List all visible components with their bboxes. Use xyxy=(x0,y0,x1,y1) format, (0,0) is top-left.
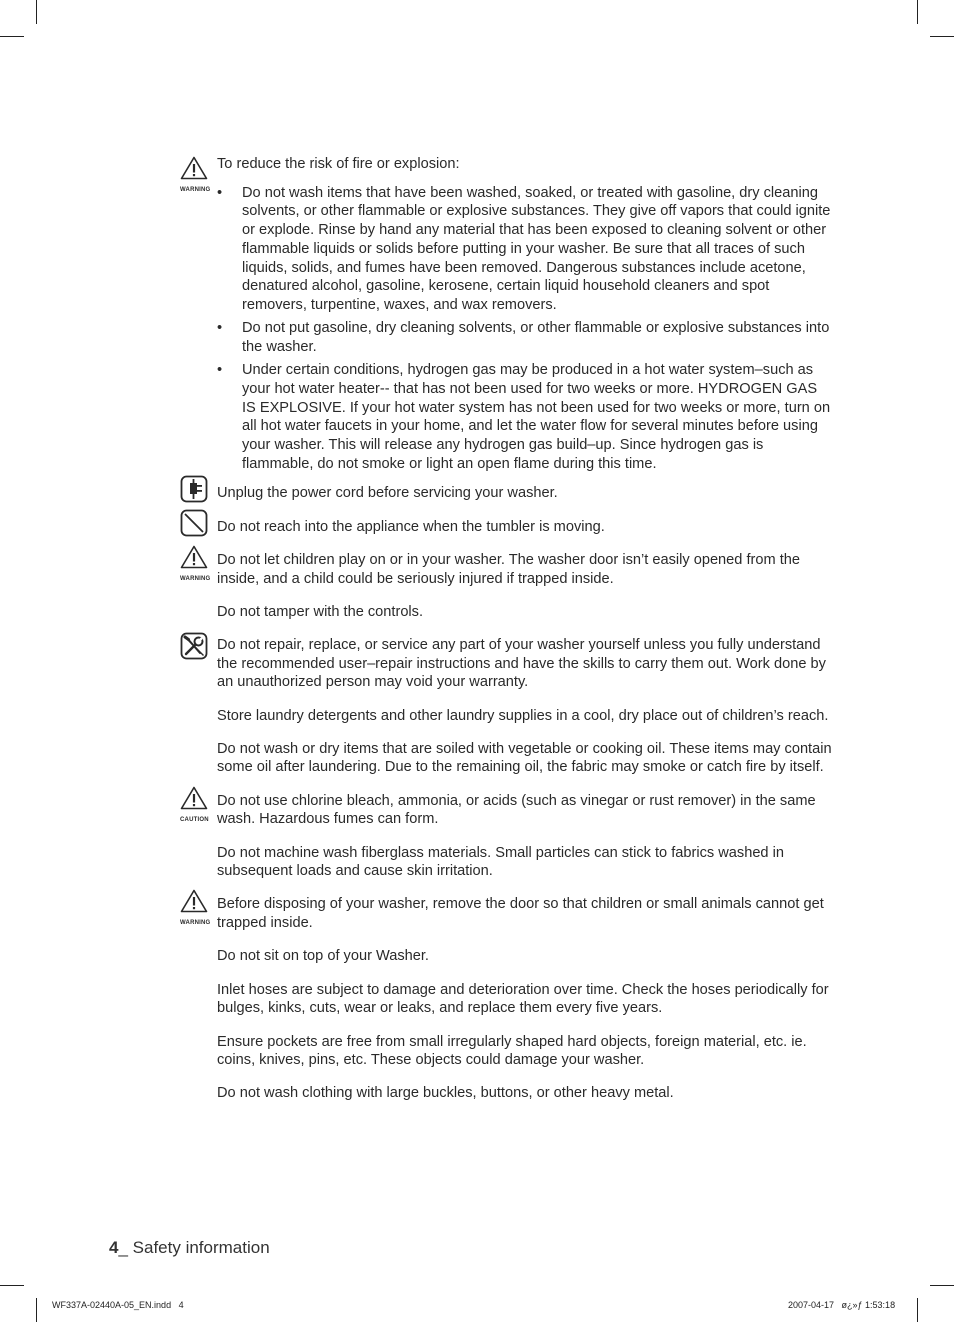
bullet-dot: • xyxy=(217,320,223,337)
caution-badge xyxy=(180,786,208,830)
fiberglass-text: Do not machine wash fiberglass materials. Small particles can stick to fabrics washed in subsequent loads and cause skin irritation. xyxy=(217,844,784,880)
do-not-touch-badge xyxy=(180,509,208,537)
chlorine-block xyxy=(180,792,832,881)
crop-mark xyxy=(36,0,37,24)
unplug-badge xyxy=(180,475,208,503)
warning-label: WARNING xyxy=(180,187,211,193)
page-footer xyxy=(109,1238,270,1258)
print-slug-date: 2007-04-17 ø¿»ƒ 1:53:18 xyxy=(788,1300,896,1310)
footer-separator: _ xyxy=(118,1238,133,1257)
bullet-dot: • xyxy=(217,184,223,201)
hoses-text: Inlet hoses are subject to damage and deterioration over time. Check the hoses periodically for bulges, kinks, cuts, wear or leaks, and replace them every five years. xyxy=(217,981,829,1017)
list-item xyxy=(217,184,832,315)
crop-mark xyxy=(930,1285,954,1286)
section-title: Safety information xyxy=(132,1238,270,1257)
crop-mark xyxy=(917,0,918,24)
safety-content xyxy=(180,155,832,1103)
page-number: 4 xyxy=(109,1238,119,1257)
sit-text: Do not sit on top of your Washer. xyxy=(217,948,429,965)
tumbler-text: Do not reach into the appliance when the tumbler is moving. xyxy=(217,519,605,536)
buckles-text: Do not wash clothing with large buckles, buttons, or other heavy metal. xyxy=(217,1085,674,1102)
chlorine-text: Do not use chlorine bleach, ammonia, or acids (such as vinegar or rust remover) in the same wash. Hazardous fumes can form. xyxy=(217,792,816,828)
no-disassembly-badge xyxy=(180,632,208,660)
warning-badge xyxy=(180,545,211,589)
bullet-text: Under certain conditions, hydrogen gas may be produced in a hot water system–such as your hot water heater-- that has not been used for two weeks or more. HYDROGEN GAS IS EXPLOSIVE. If your hot water system has not been used for two weeks or more, turn on all hot water faucets in your home, and let the water flow for several minutes before using your washer. This will release any hydrogen gas build–up. Since hydrogen gas is flammable, do not smoke or light an open flame during this time. xyxy=(242,362,831,472)
crop-mark xyxy=(0,36,24,37)
print-slug-file: WF337A-02440A-05_EN.indd 4 xyxy=(52,1300,184,1310)
children-text: Do not let children play on or in your washer. The washer door isn’t easily opened from the inside, and a child could be seriously injured if trapped inside. xyxy=(217,551,800,587)
repair-text: Do not repair, replace, or service any part of your washer yourself unless you fully understand the recommended user–repair instructions and have the skills to carry them out. Work done by an unauthorized person may void your warranty. xyxy=(217,636,826,691)
warning-badge xyxy=(180,156,211,200)
dispose-text: Before disposing of your washer, remove the door so that children or small animals cannot get trapped inside. xyxy=(217,896,824,932)
store-text: Store laundry detergents and other laundry supplies in a cool, dry place out of children’s reach. xyxy=(217,707,829,724)
oil-text: Do not wash or dry items that are soiled with vegetable or cooking oil. These items may contain some oil after laundering. Due to the remaining oil, the fabric may smoke or catch fire by itself. xyxy=(217,740,832,776)
crop-mark xyxy=(0,1285,24,1286)
unplug-block xyxy=(217,484,832,503)
fire-bullet-list xyxy=(217,184,832,474)
warning-triangle-icon xyxy=(180,156,208,180)
caution-triangle-icon xyxy=(180,786,208,810)
disposal-block xyxy=(180,895,832,1103)
warning-label: WARNING xyxy=(180,920,211,927)
warning-badge xyxy=(180,889,211,933)
tamper-text: Do not tamper with the controls. xyxy=(217,603,424,620)
bullet-text: Do not wash items that have been washed, soaked, or treated with gasoline, dry cleaning solvents, or other flammable or explosive substances. They give off vapors that could ignite or explode. Rinse by hand any material that has been exposed to cleaning solvent or other flammable liquids or solids before putting in your washer. Be sure that all traces of such liquids, solids, and fumes have been removed. Dangerous substances include acetone, denatured alcohol, gasoline, kerosene, certain liquid household cleaners and spot removers, turpentine, waxes, and wax removers. xyxy=(242,184,831,313)
caution-label: CAUTION xyxy=(180,816,209,823)
fire-intro: To reduce the risk of fire or explosion: xyxy=(217,156,460,172)
list-item xyxy=(217,319,832,356)
list-item xyxy=(217,361,832,473)
crop-mark xyxy=(36,1298,37,1322)
no-disassembly-tools-icon xyxy=(180,632,208,660)
unplug-text: Unplug the power cord before servicing your washer. xyxy=(217,485,558,502)
pockets-text: Ensure pockets are free from small irregularly shaped hard objects, foreign material, etc. ie. coins, knives, pins, etc. These objects could damage your washer. xyxy=(217,1033,807,1069)
children-block xyxy=(180,551,832,622)
do-not-touch-icon xyxy=(180,509,208,537)
warning-triangle-icon xyxy=(180,889,208,913)
unplug-plug-icon xyxy=(180,475,208,503)
warning-triangle-icon xyxy=(180,545,208,569)
fire-warning-block xyxy=(180,155,832,473)
bullet-text: Do not put gasoline, dry cleaning solvents, or other flammable or explosive substances into the washer. xyxy=(242,320,830,355)
bullet-dot: • xyxy=(217,362,223,379)
repair-block xyxy=(217,636,832,777)
warning-label: WARNING xyxy=(180,575,211,582)
crop-mark xyxy=(917,1298,918,1322)
crop-mark xyxy=(930,36,954,37)
tumbler-block xyxy=(217,518,832,537)
